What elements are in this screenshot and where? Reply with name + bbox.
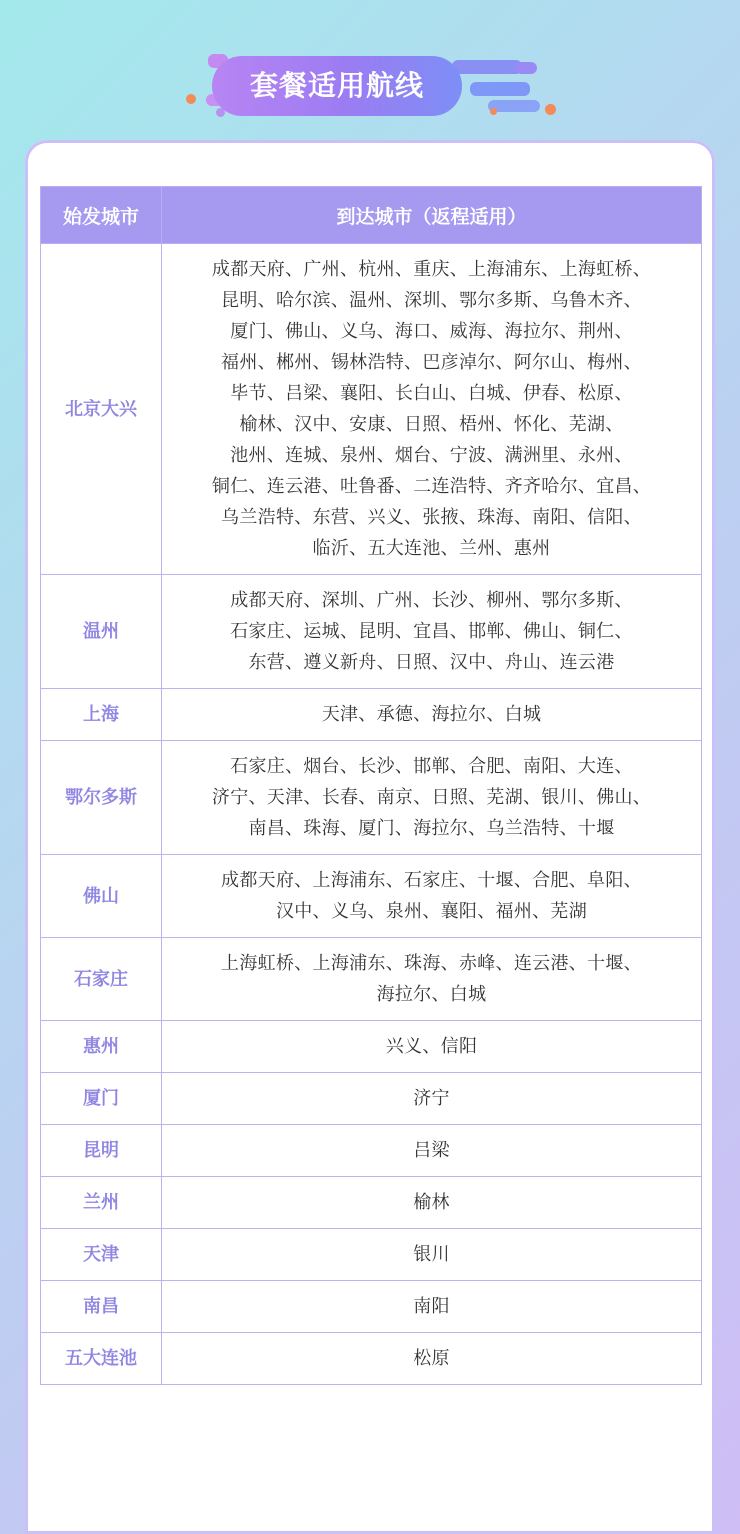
destination-line: 石家庄、烟台、长沙、邯郸、合肥、南阳、大连、 — [230, 756, 633, 777]
destination-line: 上海虹桥、上海浦东、珠海、赤峰、连云港、十堰、 — [221, 953, 642, 974]
origin-city-cell: 厦门 — [41, 1073, 162, 1125]
table-row — [41, 244, 702, 575]
table-header-row — [41, 187, 702, 244]
destination-cities-cell — [162, 1125, 702, 1177]
destination-cities-cell — [162, 855, 702, 938]
origin-city-cell: 昆明 — [41, 1125, 162, 1177]
destination-cities-cell — [162, 1021, 702, 1073]
destination-line: 东营、遵义新舟、日照、汉中、舟山、连云港 — [248, 652, 615, 673]
header-destination-cities: 到达城市（返程适用） — [162, 187, 702, 244]
destination-cities-cell — [162, 244, 702, 575]
destination-cities-cell — [162, 1073, 702, 1125]
table-row — [41, 1281, 702, 1333]
origin-city-cell: 温州 — [41, 575, 162, 689]
origin-city-cell: 石家庄 — [41, 938, 162, 1021]
origin-city-cell: 佛山 — [41, 855, 162, 938]
destination-cities-cell — [162, 1281, 702, 1333]
destination-line: 毕节、吕梁、襄阳、长白山、白城、伊春、松原、 — [230, 383, 633, 404]
destination-cities-cell — [162, 938, 702, 1021]
destination-line: 乌兰浩特、东营、兴义、张掖、珠海、南阳、信阳、 — [221, 507, 642, 528]
table-row — [41, 741, 702, 855]
destination-cities-cell — [162, 1229, 702, 1281]
table-row — [41, 1229, 702, 1281]
destination-line: 厦门、佛山、义乌、海口、威海、海拉尔、荆州、 — [230, 321, 633, 342]
table-row — [41, 1073, 702, 1125]
origin-city-cell: 鄂尔多斯 — [41, 741, 162, 855]
page-title: 套餐适用航线 — [249, 69, 424, 102]
destination-cities-cell — [162, 741, 702, 855]
destination-line: 铜仁、连云港、吐鲁番、二连浩特、齐齐哈尔、宜昌、 — [211, 476, 652, 497]
destination-line: 昆明、哈尔滨、温州、深圳、鄂尔多斯、乌鲁木齐、 — [221, 290, 642, 311]
destination-line: 榆林 — [413, 1192, 450, 1213]
table-row — [41, 1125, 702, 1177]
destination-line: 银川 — [413, 1244, 450, 1265]
destination-cities-cell — [162, 1333, 702, 1385]
table-row — [41, 1333, 702, 1385]
destination-line: 临沂、五大连池、兰州、惠州 — [312, 538, 551, 559]
destination-line: 成都天府、深圳、广州、长沙、柳州、鄂尔多斯、 — [230, 590, 633, 611]
table-row — [41, 689, 702, 741]
header-origin-city: 始发城市 — [41, 187, 162, 244]
destination-line: 福州、郴州、锡林浩特、巴彦淖尔、阿尔山、梅州、 — [221, 352, 642, 373]
origin-city-cell: 南昌 — [41, 1281, 162, 1333]
destination-line: 汉中、义乌、泉州、襄阳、福州、芜湖 — [275, 901, 588, 922]
destination-line: 济宁 — [413, 1088, 450, 1109]
table-row — [41, 1021, 702, 1073]
table-row — [41, 855, 702, 938]
origin-city-cell: 上海 — [41, 689, 162, 741]
banner-decor-dot — [186, 94, 196, 104]
banner-decor-bar — [515, 62, 537, 74]
destination-line: 天津、承德、海拉尔、白城 — [321, 704, 542, 725]
banner-decor-dot — [216, 108, 225, 117]
destination-line: 松原 — [413, 1348, 450, 1369]
origin-city-cell: 北京大兴 — [41, 244, 162, 575]
origin-city-cell: 天津 — [41, 1229, 162, 1281]
banner-decor-dot — [490, 108, 497, 115]
destination-line: 石家庄、运城、昆明、宜昌、邯郸、佛山、铜仁、 — [230, 621, 633, 642]
header-banner — [0, 0, 740, 140]
destination-line: 吕梁 — [413, 1140, 450, 1161]
origin-city-cell: 惠州 — [41, 1021, 162, 1073]
destination-line: 成都天府、广州、杭州、重庆、上海浦东、上海虹桥、 — [211, 259, 652, 280]
destination-cities-cell — [162, 1177, 702, 1229]
destination-line: 南昌、珠海、厦门、海拉尔、乌兰浩特、十堰 — [248, 818, 615, 839]
destination-line: 南阳 — [413, 1296, 450, 1317]
table-row — [41, 1177, 702, 1229]
destination-line: 成都天府、上海浦东、石家庄、十堰、合肥、阜阳、 — [221, 870, 642, 891]
destination-line: 海拉尔、白城 — [376, 984, 487, 1005]
banner-decor-bar — [470, 82, 530, 96]
destination-line: 榆林、汉中、安康、日照、梧州、怀化、芜湖、 — [239, 414, 624, 435]
routes-table — [40, 186, 702, 1385]
banner-decor-bar — [452, 60, 522, 74]
table-row — [41, 938, 702, 1021]
destination-cities-cell — [162, 689, 702, 741]
origin-city-cell: 兰州 — [41, 1177, 162, 1229]
destination-line: 池州、连城、泉州、烟台、宁波、满洲里、永州、 — [230, 445, 633, 466]
destination-line: 济宁、天津、长春、南京、日照、芜湖、银川、佛山、 — [211, 787, 652, 808]
table-row — [41, 575, 702, 689]
banner-decor-dot — [545, 104, 556, 115]
destination-line: 兴义、信阳 — [385, 1036, 478, 1057]
origin-city-cell: 五大连池 — [41, 1333, 162, 1385]
destination-cities-cell — [162, 575, 702, 689]
